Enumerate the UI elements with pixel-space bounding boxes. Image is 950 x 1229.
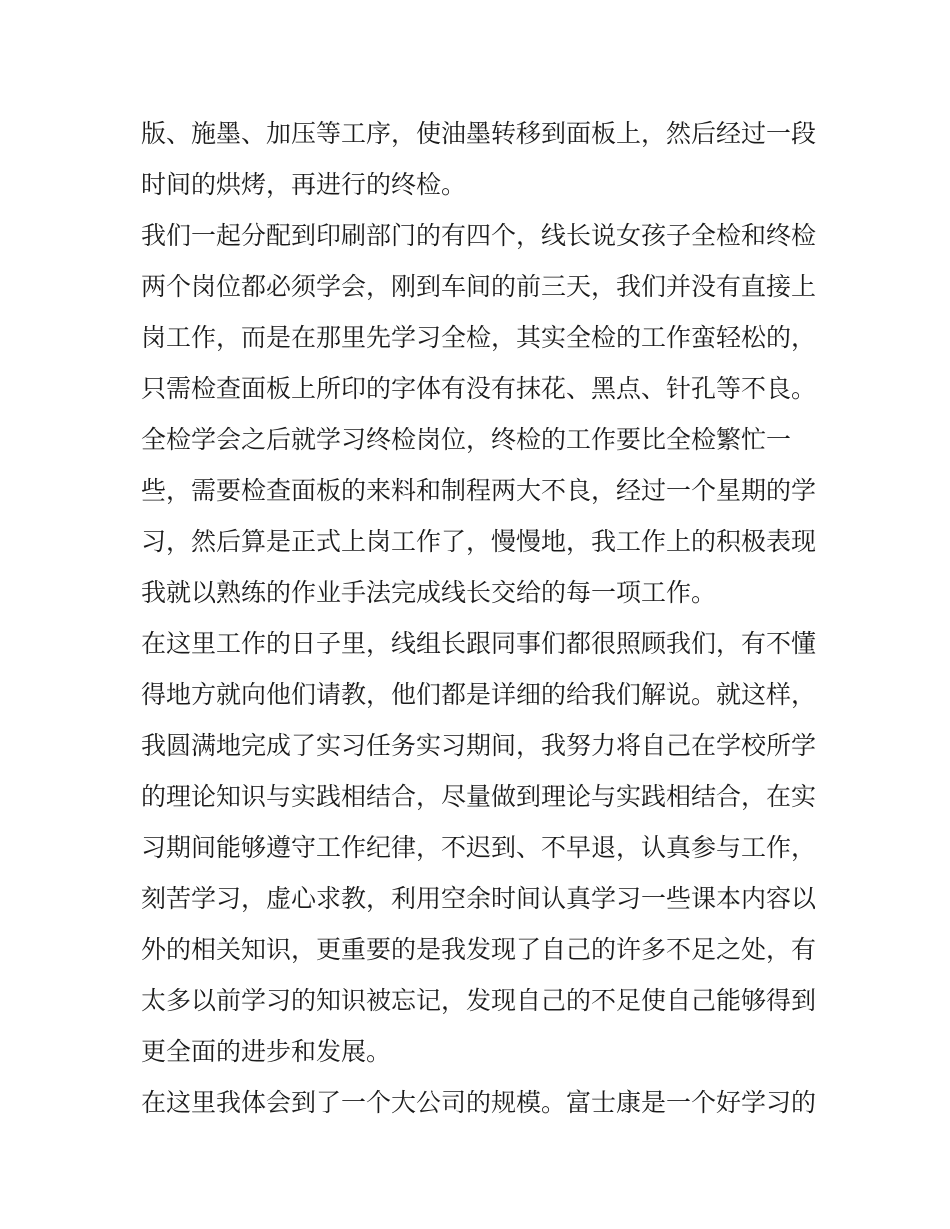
text-line: 习期间能够遵守工作纪律，不迟到、不早退，认真参与工作，	[141, 833, 817, 862]
body-text	[141, 108, 817, 1128]
text-line: 在这里我体会到了一个大公司的规模。富士康是一个好学习的	[141, 1088, 817, 1117]
text-line: 在这里工作的日子里，线组长跟同事们都很照顾我们，有不懂	[141, 629, 817, 658]
text-line: 时间的烘烤，再进行的终检。	[141, 170, 467, 199]
text-line: 我圆满地完成了实习任务实习期间，我努力将自己在学校所学	[141, 731, 817, 760]
text-line: 的理论知识与实践相结合，尽量做到理论与实践相结合，在实	[141, 782, 817, 811]
text-line: 外的相关知识，更重要的是我发现了自己的许多不足之处，有	[141, 935, 817, 964]
text-line: 更全面的进步和发展。	[141, 1037, 392, 1066]
text-line: 刻苦学习，虚心求教，利用空余时间认真学习一些课本内容以	[141, 884, 817, 913]
text-line: 岗工作，而是在那里先学习全检，其实全检的工作蛮轻松的，	[141, 323, 817, 352]
text-line: 我就以熟练的作业手法完成线长交给的每一项工作。	[141, 578, 717, 607]
text-line: 得地方就向他们请教，他们都是详细的给我们解说。就这样，	[141, 680, 817, 709]
text-line: 我们一起分配到印刷部门的有四个，线长说女孩子全检和终检	[141, 221, 817, 250]
text-line: 全检学会之后就学习终检岗位，终检的工作要比全检繁忙一	[141, 425, 792, 454]
text-line: 只需检查面板上所印的字体有没有抹花、黑点、针孔等不良。	[141, 374, 817, 403]
text-line: 版、施墨、加压等工序，使油墨转移到面板上，然后经过一段	[141, 119, 817, 148]
text-line: 习，然后算是正式上岗工作了，慢慢地，我工作上的积极表现	[141, 527, 817, 556]
text-line: 两个岗位都必须学会，刚到车间的前三天，我们并没有直接上	[141, 272, 817, 301]
text-line: 些，需要检查面板的来料和制程两大不良，经过一个星期的学	[141, 476, 817, 505]
text-line: 太多以前学习的知识被忘记，发现自己的不足使自己能够得到	[141, 986, 817, 1015]
